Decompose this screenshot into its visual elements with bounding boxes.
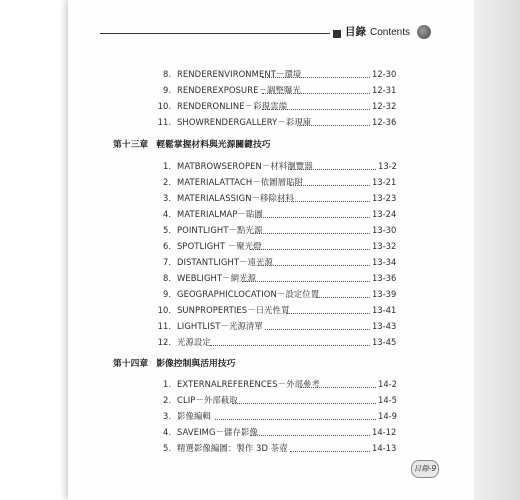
page-title (345, 24, 410, 39)
toc-entry[interactable] (155, 192, 294, 204)
entry-page: 12-30 (372, 69, 397, 79)
entry-number: 12. (157, 337, 171, 347)
dot-leader (262, 108, 370, 110)
dot-leader (242, 280, 370, 282)
entry-page: 13-23 (372, 193, 397, 203)
dot-leader (297, 124, 370, 126)
header-rule (100, 33, 330, 34)
page-number-badge: 目錄-9 (411, 460, 439, 478)
entry-page: 14-12 (372, 427, 397, 437)
title-cn: 目錄 (345, 26, 366, 38)
toc-entry[interactable] (155, 410, 211, 422)
entry-page: 12-32 (372, 101, 397, 111)
entry-page: 13-45 (372, 337, 397, 347)
entry-page: 13-2 (378, 161, 398, 171)
toc-entry[interactable] (155, 442, 288, 454)
header-dot-icon (417, 25, 431, 39)
dot-leader (290, 450, 370, 452)
entry-page: 13-43 (372, 321, 397, 331)
toc-entry[interactable] (155, 256, 273, 268)
toc-entry[interactable] (155, 68, 301, 80)
entry-number: 6. (163, 241, 171, 251)
entry-page: 14-5 (378, 395, 398, 405)
toc-entry[interactable] (155, 176, 303, 188)
dot-leader (290, 168, 376, 170)
page-edge (474, 0, 520, 500)
title-en: Contents (370, 27, 411, 38)
entry-title: MATERIALATTACH－依圖層貼附 (177, 177, 304, 187)
entry-number: 9. (163, 85, 171, 95)
chapter-label: 第十四章 (113, 359, 149, 369)
toc-entry[interactable] (155, 160, 313, 172)
entry-title: WEBLIGHT－網光源 (177, 273, 257, 283)
entry-page: 13-39 (372, 289, 397, 299)
entry-number: 11. (157, 117, 171, 127)
dot-leader (278, 200, 370, 202)
entry-number: 10. (157, 305, 171, 315)
dot-leader (232, 402, 376, 404)
entry-page: 13-41 (372, 305, 397, 315)
entry-title: LIGHTLIST－光源清單 (177, 321, 263, 331)
dot-leader (316, 296, 370, 298)
entry-title: RENDERONLINE－彩現雲端 (177, 101, 288, 111)
dot-leader (250, 434, 370, 436)
entry-number: 1. (163, 161, 171, 171)
toc-entry[interactable] (155, 272, 256, 284)
entry-title: POINTLIGHT－點光源 (177, 225, 263, 235)
header-bullet (333, 30, 341, 38)
entry-page: 14-13 (372, 443, 397, 453)
entry-number: 3. (163, 193, 171, 203)
entry-title: RENDEREXPOSURE－調整曝光 (177, 85, 301, 95)
chapter-heading (113, 356, 235, 369)
entry-title: MATBROWSEROPEN－材料瀏覽器 (177, 161, 313, 171)
dot-leader (215, 418, 376, 420)
entry-title: MATERIALMAP－貼圖 (177, 209, 263, 219)
entry-page: 13-32 (372, 241, 397, 251)
toc-entry[interactable] (155, 208, 263, 220)
entry-page: 13-34 (372, 257, 397, 267)
toc-entry[interactable] (155, 116, 311, 128)
entry-number: 10. (157, 101, 171, 111)
entry-number: 7. (163, 257, 171, 267)
chapter-label: 第十三章 (113, 140, 149, 150)
toc-entry[interactable] (155, 394, 238, 406)
entry-title: SAVEIMG－儲存影像 (177, 427, 258, 437)
toc-entry[interactable] (155, 84, 301, 96)
entry-page: 12-31 (372, 85, 397, 95)
entry-page: 13-36 (372, 273, 397, 283)
entry-number: 2. (163, 177, 171, 187)
entry-title: EXTERNALREFERENCES－外部參考 (177, 379, 320, 389)
entry-page: 13-24 (372, 209, 397, 219)
toc-entry[interactable] (155, 426, 258, 438)
dot-leader (286, 312, 370, 314)
toc-entry[interactable] (155, 320, 263, 332)
entry-title: 影像編輯 (177, 411, 211, 421)
dot-leader (300, 386, 376, 388)
toc-entry[interactable] (155, 224, 262, 236)
dot-leader (250, 248, 370, 250)
entry-title: GEOGRAPHICLOCATION－設定位置 (177, 289, 320, 299)
entry-page: 13-30 (372, 225, 397, 235)
entry-number: 5. (163, 225, 171, 235)
dot-leader (252, 232, 370, 234)
entry-number: 5. (163, 443, 171, 453)
entry-title: SUNPROPERTIES－日光性質 (177, 305, 290, 315)
entry-page: 12-36 (372, 117, 397, 127)
entry-title: 精選影像編圖：製作 3D 茶壺 (177, 443, 288, 453)
entry-number: 4. (163, 209, 171, 219)
entry-number: 8. (163, 69, 171, 79)
toc-entry[interactable] (155, 304, 290, 316)
toc-entry[interactable] (155, 240, 262, 252)
dot-leader (255, 216, 370, 218)
dot-leader (290, 184, 370, 186)
entry-title: 光源設定 (177, 337, 211, 347)
toc-entry[interactable] (155, 288, 319, 300)
entry-page: 14-2 (378, 379, 398, 389)
entry-number: 1. (163, 379, 171, 389)
entry-number: 2. (163, 395, 171, 405)
entry-number: 4. (163, 427, 171, 437)
entry-title: MATERIALASSIGN－移除材料 (177, 193, 294, 203)
toc-entry[interactable] (155, 336, 211, 348)
dot-leader (262, 92, 370, 94)
entry-title: CLIP－外部截取 (177, 395, 238, 405)
toc-entry[interactable] (155, 378, 320, 390)
chapter-title: 輕鬆掌握材料與光源關鍵技巧 (156, 140, 271, 150)
entry-title: RENDERENVIRONMENT－環境 (177, 69, 302, 79)
entry-number: 8. (163, 273, 171, 283)
dot-leader (258, 264, 370, 266)
entry-page: 13-21 (372, 177, 397, 187)
entry-number: 9. (163, 289, 171, 299)
dot-leader (265, 328, 370, 330)
entry-title: SPOTLIGHT －聚光燈 (177, 241, 262, 251)
dot-leader (262, 76, 370, 78)
entry-title: DISTANTLIGHT－遠光源 (177, 257, 273, 267)
dot-leader (210, 344, 370, 346)
entry-number: 3. (163, 411, 171, 421)
entry-title: SHOWRENDERGALLERY－彩現庫 (177, 117, 312, 127)
toc-entry[interactable] (155, 100, 287, 112)
chapter-title: 影像控制與活用技巧 (156, 359, 236, 369)
entry-number: 11. (157, 321, 171, 331)
chapter-heading (113, 137, 271, 150)
entry-page: 14-9 (378, 411, 398, 421)
